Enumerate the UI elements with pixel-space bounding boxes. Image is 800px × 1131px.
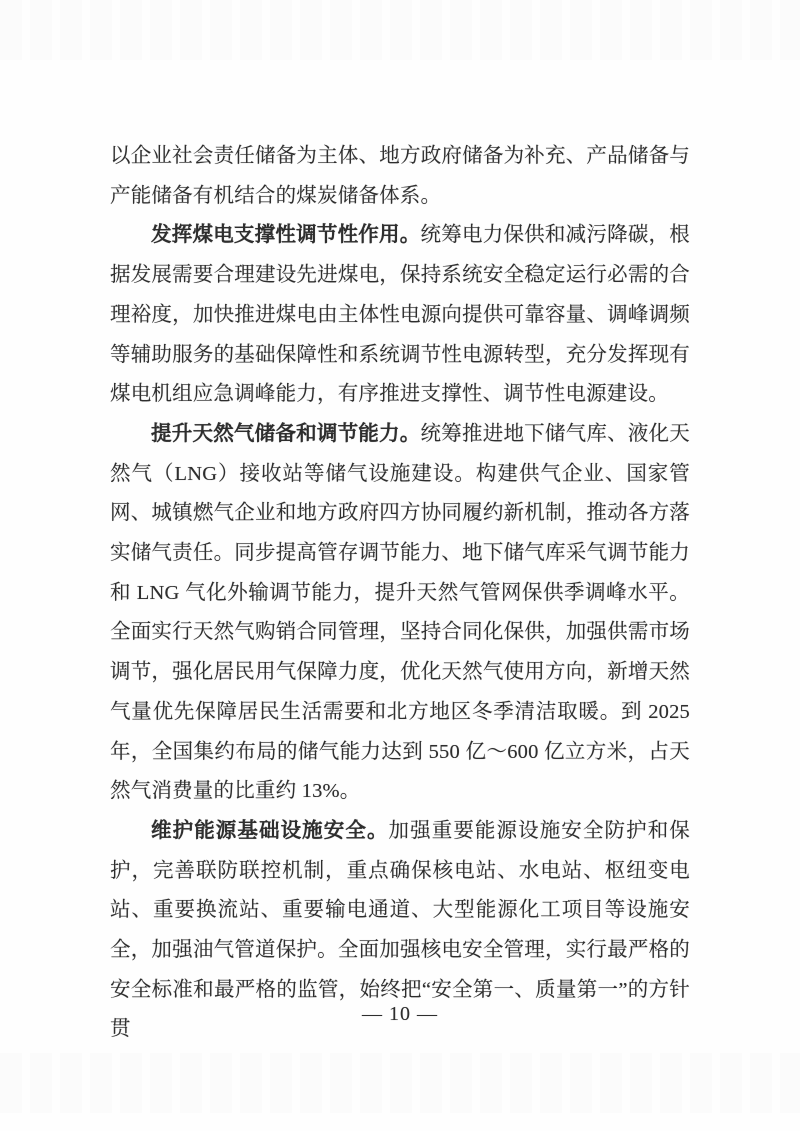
paragraph-lead: 维护能源基础设施安全。 bbox=[151, 819, 389, 842]
paragraph bbox=[110, 137, 690, 216]
paragraph-body: 统筹电力保供和减污降碳，根据发展需要合理建设先进煤电，保持系统安全稳定运行必需的合理裕度，加快推进煤电由主体性电源向提供可靠容量、调峰调频等辅助服务的基础保障性和系统调节性电源转型，充分发挥现有煤电机组应急调峰能力，有序推进支撑性、调节性电源建设。 bbox=[110, 224, 690, 406]
paragraph-body: 以企业社会责任储备为主体、地方政府储备为补充、产品储备与产能储备有机结合的煤炭储备体系。 bbox=[110, 145, 690, 207]
paragraph-body: 统筹推进地下储气库、液化天然气（LNG）接收站等储气设施建设。构建供气企业、国家管网、城镇燃气企业和地方政府四方协同履约新机制，推动各方落实储气责任。同步提高管存调节能力、地下储气库采气调节能力和 LNG 气化外输调节能力，提升天然气管网保供季调峰水平。全面实行天然气购销合同管理，坚持合同化保供，加强供需市场调节，强化居民用气保障力度，优化天然气使用方向，新增天然气量优先保障居民生活需要和北方地区冬季清洁取暖。到 2025 年，全国集约布局的储气能力达到 550 亿～600 亿立方米，占天然气消费量的比重约 13%。 bbox=[110, 422, 690, 803]
paragraph bbox=[110, 216, 690, 415]
paragraph-lead: 发挥煤电支撑性调节性作用。 bbox=[151, 224, 421, 247]
document-body-text bbox=[110, 137, 690, 1050]
paragraph-body: 加强重要能源设施安全防护和保护，完善联防联控机制，重点确保核电站、水电站、枢纽变电站、重要换流站、重要输电通道、大型能源化工项目等设施安全，加强油气管道保护。全面加强核电安全管理，实行最严格的安全标准和最严格的监管，始终把“安全第一、质量第一”的方针贯 bbox=[110, 819, 690, 1041]
paragraph bbox=[110, 415, 690, 812]
page-number: — 10 — bbox=[362, 1003, 438, 1025]
paragraph-lead: 提升天然气储备和调节能力。 bbox=[151, 422, 421, 445]
